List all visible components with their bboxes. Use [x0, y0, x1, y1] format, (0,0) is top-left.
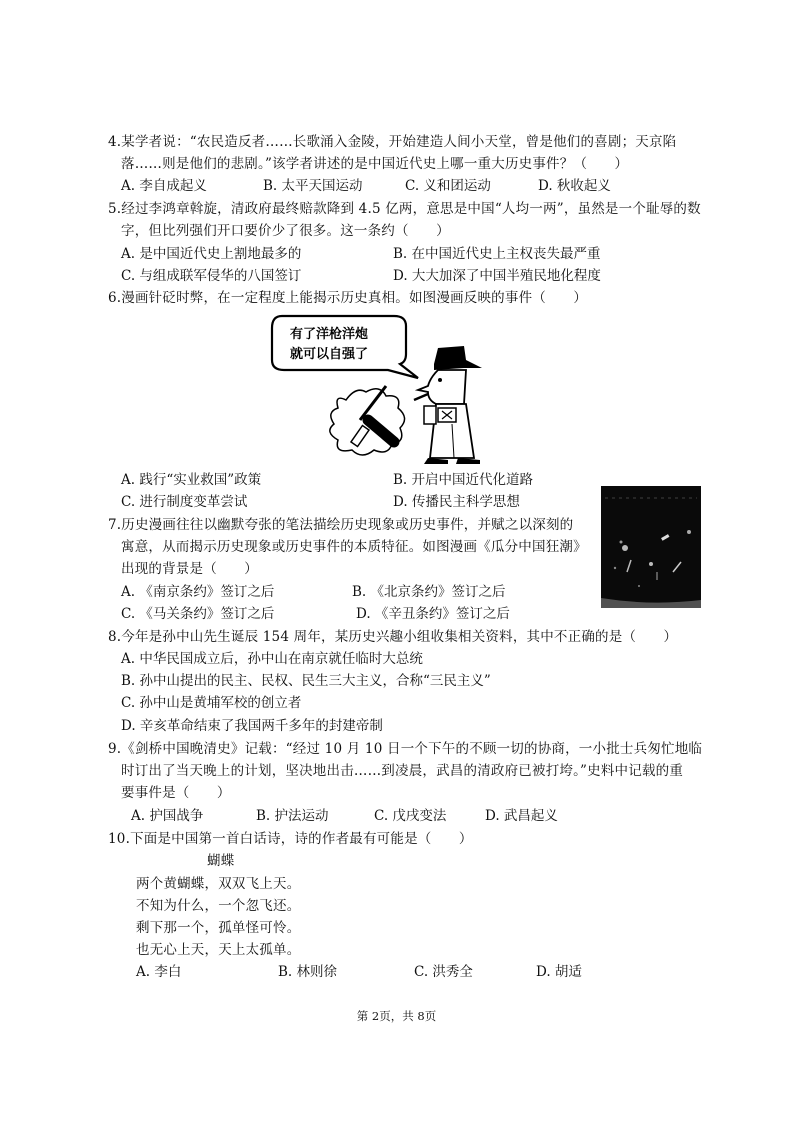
- bubble-text-line-2: 就可以自强了: [290, 347, 369, 362]
- page-number-footer: 第 2页，共 8页: [356, 1009, 437, 1023]
- option-a: A. 《南京条约》签订之后: [121, 584, 275, 600]
- poem-line: 两个黄蝴蝶，双双飞上天。: [136, 876, 301, 892]
- option-c: C. 进行制度变革尝试: [121, 494, 248, 510]
- question-stem-line: 字，但比列强们开口要价少了很多。这一条约（ ）: [121, 223, 450, 239]
- option-d: D. 传播民主科学思想: [393, 494, 520, 510]
- option-a: A. 中华民国成立后，孙中山在南京就任临时大总统: [121, 651, 423, 667]
- question-stem-line: 寓意，从而揭示历史现象或历史事件的本质特征。如图漫画《瓜分中国狂潮》: [121, 539, 587, 555]
- poem-line: 剩下那一个，孤单怪可怜。: [136, 920, 301, 936]
- option-c: C. 《马关条约》签订之后: [121, 606, 275, 622]
- question-stem-line: 要事件是（ ）: [121, 785, 231, 801]
- option-a: A. 李白: [136, 964, 182, 980]
- question-stem-line: 时订出了当天晚上的计划，坚决地出击……到凌晨，武昌的清政府已被打垮。”史料中记载的重: [121, 763, 684, 779]
- question-stem-line: 6.漫画针砭时弊，在一定程度上能揭示历史真相。如图漫画反映的事件（ ）: [108, 290, 588, 306]
- option-b: B. 《北京条约》签订之后: [352, 584, 506, 600]
- question-stem-line: 出现的背景是（ ）: [121, 561, 258, 577]
- question-stem-line: 4.某学者说：“农民造反者……长歌涌入金陵，开始建造人间小天堂，曾是他们的喜剧；天京陷: [108, 134, 677, 150]
- option-b: B. 林则徐: [278, 964, 338, 980]
- poem-line: 也无心上天，天上太孤单。: [136, 942, 301, 958]
- option-b: B. 太平天国运动: [263, 178, 363, 194]
- option-c: C. 孙中山是黄埔军校的创立者: [121, 695, 302, 711]
- option-a: A. 践行“实业救国”政策: [121, 472, 262, 488]
- question-stem-line: 10.下面是中国第一首白话诗，诗的作者最有可能是（ ）: [108, 831, 473, 847]
- question-stem-line: 9.《剑桥中国晚清史》记载：“经过 10 月 10 日一个下午的不顾一切的协商，一小批士兵匆忙地临: [108, 741, 703, 757]
- question-stem-line: 7.历史漫画往往以幽默夸张的笔法描绘历史现象或历史事件，并赋之以深刻的: [108, 517, 574, 533]
- bubble-text-line-1: 有了洋枪洋炮: [290, 327, 369, 342]
- option-b: B. 开启中国近代化道路: [393, 472, 534, 488]
- question-stem-line: 8.今年是孙中山先生诞辰 154 周年，某历史兴趣小组收集相关资料，其中不正确的是（ ）: [108, 629, 678, 645]
- option-d: D. 大大加深了中国半殖民地化程度: [393, 268, 601, 284]
- option-b: B. 孙中山提出的民主、民权、民生三大主义，合称“三民主义”: [121, 673, 491, 689]
- question-stem-line: 落……则是他们的悲剧。”该学者讲述的是中国近代史上哪一重大历史事件？（ ）: [121, 156, 629, 172]
- self-strengthening-cartoon: [268, 308, 498, 466]
- poem-title: 蝴蝶: [207, 853, 235, 869]
- question-stem-line: 5.经过李鸿章斡旋，清政府最终赔款降到 4.5 亿两，意思是中国“人均一两”，虽然是一个耻辱的数: [108, 201, 701, 217]
- option-c: C. 与组成联军侵华的八国签订: [121, 268, 302, 284]
- option-a: A. 李自成起义: [121, 178, 207, 194]
- option-d: D. 武昌起义: [485, 808, 558, 824]
- option-a: A. 是中国近代史上割地最多的: [121, 246, 302, 262]
- option-a: A. 护国战争: [131, 808, 204, 824]
- option-d: D. 辛亥革命结束了我国两千多年的封建帝制: [121, 718, 383, 734]
- option-c: C. 洪秀全: [414, 964, 473, 980]
- option-b: B. 在中国近代史上主权丧失最严重: [393, 246, 601, 262]
- option-d: D. 胡适: [536, 964, 582, 980]
- poem-line: 不知为什么，一个忽飞还。: [136, 898, 301, 914]
- carving-up-china-cartoon-image: [601, 486, 701, 608]
- option-d: D. 秋收起义: [538, 178, 611, 194]
- option-d: D. 《辛丑条约》签订之后: [356, 606, 510, 622]
- option-c: C. 义和团运动: [405, 178, 491, 194]
- option-c: C. 戊戌变法: [374, 808, 447, 824]
- option-b: B. 护法运动: [256, 808, 329, 824]
